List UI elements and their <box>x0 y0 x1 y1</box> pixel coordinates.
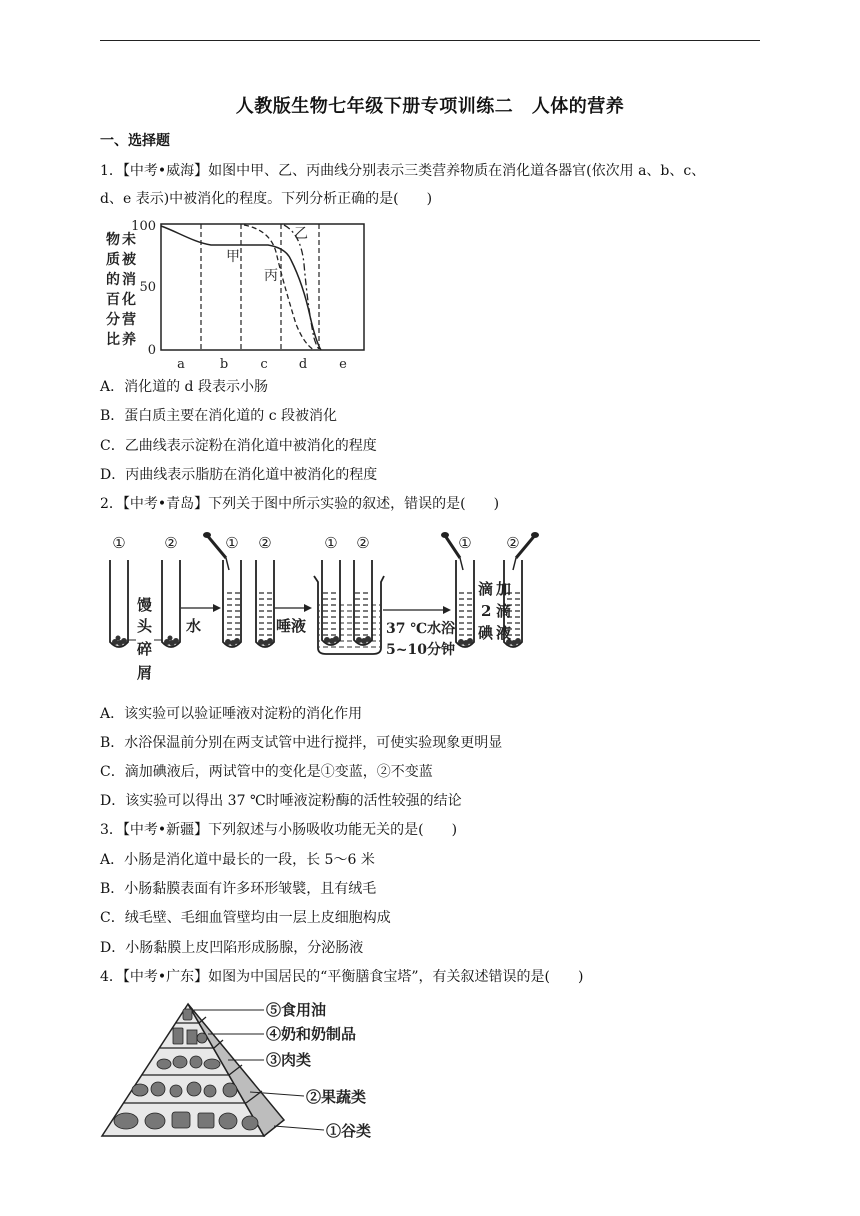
q2-iodine-label-char: 碘 <box>478 624 494 642</box>
q1-ylabel-char: 未 <box>122 232 136 248</box>
q2-iodine-label-char: 滴 <box>496 602 512 620</box>
q2-option-d: D．该实验可以得出 37 ℃时唾液淀粉酶的活性较强的结论 <box>100 793 462 809</box>
q1-ylabel-char: 的 <box>106 272 120 288</box>
q2-tube-number: ② <box>258 534 272 552</box>
q2-iodine-label-char: 滴 <box>478 580 494 598</box>
q2-option-c: C．滴加碘液后，两试管中的变化是①变蓝，②不变蓝 <box>100 764 433 780</box>
q2-bread-label-char: 屑 <box>137 664 153 682</box>
q1-ylabel-char: 被 <box>122 252 136 268</box>
q1-ylabel-char: 分 <box>106 312 120 328</box>
q3-option-b: B．小肠黏膜表面有许多环形皱襞，且有绒毛 <box>100 881 377 897</box>
q3-stem: 3．【中考•新疆】下列叙述与小肠吸收功能无关的是( ) <box>100 822 458 838</box>
q1-ytick: 50 <box>139 280 156 295</box>
q2-tube-number: ① <box>112 534 126 552</box>
q1-ylabel-char: 物 <box>106 232 120 248</box>
q1-ylabel-char: 百 <box>106 292 120 308</box>
q1-ylabel-char: 养 <box>122 332 136 348</box>
q1-ylabel-char: 质 <box>106 252 120 268</box>
q1-ytick: 100 <box>131 219 156 234</box>
q2-bread-label-char: 头 <box>137 617 153 635</box>
q1-xtick: e <box>339 357 347 372</box>
q2-option-a: A．该实验可以验证唾液对淀粉的消化作用 <box>100 706 363 722</box>
q2-stem: 2．【中考•青岛】下列关于图中所示实验的叙述，错误的是( ) <box>100 496 500 512</box>
q2-tube-number: ① <box>324 534 338 552</box>
q2-iodine-label-char: 加 <box>496 580 512 598</box>
q2-bath-label: 37 ℃水浴 <box>386 621 456 637</box>
q1-option-c: C．乙曲线表示淀粉在消化道中被消化的程度 <box>100 438 377 454</box>
q1-stem-line1: 1．【中考•威海】如图中甲、乙、丙曲线分别表示三类营养物质在消化道各器官(依次用 a、b、c、 <box>100 163 706 179</box>
q1-option-b: B．蛋白质主要在消化道的 c 段被消化 <box>100 408 338 424</box>
q4-pyramid-label-meat: ③肉类 <box>266 1051 312 1069</box>
q2-bread-label-char: 碎 <box>137 640 153 658</box>
q1-ytick: 0 <box>147 343 156 358</box>
q2-tube-number: ① <box>225 534 239 552</box>
q1-xtick: d <box>298 357 308 372</box>
q2-tube-number: ② <box>356 534 370 552</box>
q1-ylabel-char: 营 <box>122 312 136 328</box>
q3-option-c: C．绒毛壁、毛细血管壁均由一层上皮细胞构成 <box>100 910 391 926</box>
q2-iodine-label-char: 液 <box>496 624 512 642</box>
q1-ylabel-char: 化 <box>122 292 136 308</box>
section-heading: 一、选择题 <box>100 133 170 149</box>
q2-saliva-label: 唾液 <box>276 617 307 635</box>
q1-option-d: D．丙曲线表示脂肪在消化道中被消化的程度 <box>100 467 378 483</box>
q1-digestion-chart <box>98 214 378 374</box>
q2-bath-time-label: 5~10分钟 <box>386 642 455 658</box>
q2-tube-number: ② <box>164 534 178 552</box>
q2-tube-number: ② <box>506 534 520 552</box>
q4-pyramid-label-dairy: ④奶和奶制品 <box>266 1025 357 1043</box>
q2-tube-number: ① <box>458 534 472 552</box>
q2-bread-label-char: 馒 <box>137 596 153 614</box>
q1-option-a: A．消化道的 d 段表示小肠 <box>100 379 268 395</box>
q1-curve-label-bing: 丙 <box>264 268 278 284</box>
q1-stem-line2: d、e 表示)中被消化的程度。下列分析正确的是( ) <box>100 191 433 207</box>
q4-stem: 4．【中考•广东】如图为中国居民的“平衡膳食宝塔”，有关叙述错误的是( ) <box>100 969 584 985</box>
q1-xtick: b <box>219 357 229 372</box>
q2-water-label: 水 <box>186 617 202 635</box>
q4-pyramid-label-fruit-veg: ②果蔬类 <box>306 1088 367 1106</box>
q4-pyramid-label-oil: ⑤食用油 <box>266 1001 327 1019</box>
q2-iodine-label-char: 2 <box>481 602 492 620</box>
header-rule <box>100 40 760 41</box>
q3-option-a: A．小肠是消化道中最长的一段，长 5～6 米 <box>100 852 375 868</box>
q4-food-pyramid-figure <box>98 996 418 1150</box>
q2-saliva-experiment-figure <box>98 530 558 690</box>
q1-xtick: a <box>177 357 185 372</box>
page-title: 人教版生物七年级下册专项训练二 人体的营养 <box>235 96 625 117</box>
q3-option-d: D．小肠黏膜上皮凹陷形成肠腺，分泌肠液 <box>100 940 364 956</box>
q2-option-b: B．水浴保温前分别在两支试管中进行搅拌，可使实验现象更明显 <box>100 735 503 751</box>
q4-pyramid-label-grains: ①谷类 <box>326 1122 372 1140</box>
q1-xtick: c <box>260 357 268 372</box>
q1-curve-label-yi: 乙 <box>294 226 308 242</box>
q1-ylabel-char: 消 <box>122 272 136 288</box>
q1-curve-label-jia: 甲 <box>226 249 240 265</box>
q1-ylabel-char: 比 <box>106 332 120 348</box>
